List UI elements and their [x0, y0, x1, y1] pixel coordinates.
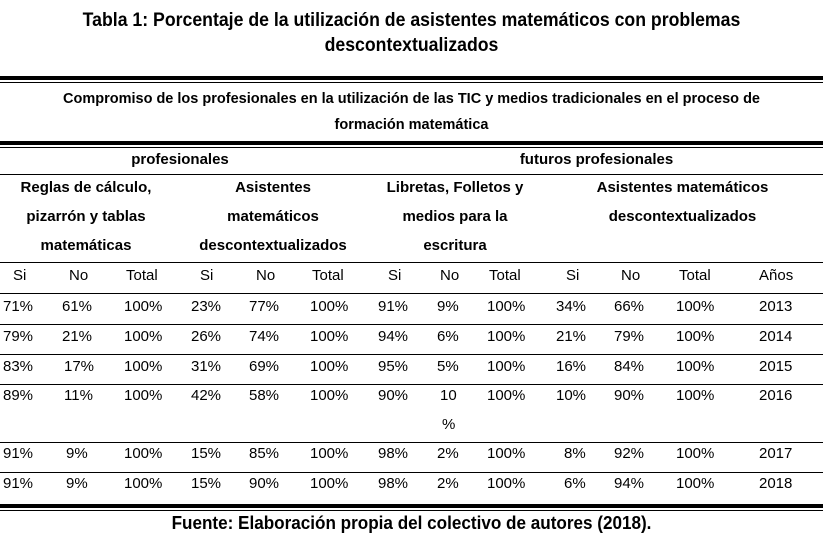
subgroup-header-line: matemáticos	[227, 208, 319, 225]
cell: 9%	[66, 475, 88, 492]
cell: 98%	[378, 475, 409, 492]
cell: 91%	[3, 475, 34, 492]
subgroup-header-line: Asistentes	[235, 179, 311, 196]
cell: 15%	[191, 475, 222, 492]
subgroup-header-libretas	[370, 173, 540, 260]
cell: 94%	[378, 328, 409, 345]
cell: 92%	[614, 445, 645, 462]
cell: 91%	[378, 298, 409, 315]
cell: 100%	[676, 328, 715, 345]
cell: 100%	[124, 298, 163, 315]
cell: 100%	[676, 358, 715, 375]
cell-year: 2013	[759, 298, 793, 315]
cell: 100%	[487, 298, 526, 315]
subgroup-header-asistentes-prof	[186, 173, 360, 260]
cell: 34%	[556, 298, 587, 315]
cell-year: 2015	[759, 358, 793, 375]
table-caption-line-2: formación matemática	[334, 117, 489, 133]
cell: 90%	[249, 475, 280, 492]
cell: 74%	[249, 328, 280, 345]
table-title	[29, 8, 794, 58]
cell: 100%	[124, 387, 163, 404]
cell: 100%	[487, 445, 526, 462]
top-rule-thick	[0, 76, 823, 80]
cell: 91%	[3, 445, 34, 462]
col-header-no: No	[69, 267, 89, 284]
table-caption-line-1: Compromiso de los profesionales en la utilización de las TIC y medios tradicionales en el proceso de	[63, 91, 760, 107]
cell: 79%	[614, 328, 645, 345]
subgroup-header-reglas	[0, 173, 172, 260]
cell: 2%	[437, 445, 459, 462]
cell: 100%	[310, 328, 349, 345]
cell: 42%	[191, 387, 222, 404]
cell: 95%	[378, 358, 409, 375]
cell: 85%	[249, 445, 280, 462]
source-note: Fuente: Elaboración propia del colectivo de autores (2018).	[171, 513, 652, 533]
cell-year: 2017	[759, 445, 793, 462]
col-header-total: Total	[679, 267, 711, 284]
cell: 23%	[191, 298, 222, 315]
cell-wrapped-line-2: %	[442, 416, 456, 433]
cell: 31%	[191, 358, 222, 375]
cell: 100%	[310, 298, 349, 315]
col-header-total: Total	[312, 267, 344, 284]
col-header-anos: Años	[759, 267, 794, 284]
cell: 71%	[3, 298, 34, 315]
table-title-line-1: Tabla 1: Porcentaje de la utilización de asistentes matemáticos con problemas	[82, 10, 741, 31]
cell: 100%	[310, 387, 349, 404]
cell: 79%	[3, 328, 34, 345]
cell: 84%	[614, 358, 645, 375]
cell: 69%	[249, 358, 280, 375]
cell: 9%	[66, 445, 88, 462]
cell: 100%	[310, 445, 349, 462]
group-header-futuros-profesionales: futuros profesionales	[519, 151, 674, 168]
col-header-total: Total	[126, 267, 158, 284]
cell: 15%	[191, 445, 222, 462]
cell: 100%	[124, 328, 163, 345]
cell: 83%	[3, 358, 34, 375]
col-header-si: Si	[13, 267, 27, 284]
subgroup-header-line: matemáticas	[40, 237, 132, 254]
subgroup-header-line: descontextualizados	[199, 237, 347, 254]
cell: 100%	[487, 358, 526, 375]
cell: 21%	[62, 328, 93, 345]
cell: 6%	[437, 328, 459, 345]
col-header-si: Si	[566, 267, 580, 284]
cell: 100%	[124, 475, 163, 492]
cell: 98%	[378, 445, 409, 462]
cell: 58%	[249, 387, 280, 404]
cell: 100%	[676, 387, 715, 404]
cell: 100%	[310, 358, 349, 375]
cell: 100%	[487, 387, 526, 404]
subgroup-header-line: escritura	[423, 237, 487, 254]
bottom-rule-thick	[0, 504, 823, 508]
col-header-no: No	[621, 267, 641, 284]
subgroup-header-asistentes-futuros	[560, 173, 805, 231]
cell: 66%	[614, 298, 645, 315]
cell: 8%	[564, 445, 586, 462]
cell: 21%	[556, 328, 587, 345]
table-title-line-2: descontextualizados	[324, 35, 499, 56]
cell: 100%	[124, 445, 163, 462]
cell: 26%	[191, 328, 222, 345]
cell: 11%	[64, 387, 93, 404]
cell: 2%	[437, 475, 459, 492]
cell: 10%	[556, 387, 587, 404]
col-header-no: No	[256, 267, 276, 284]
col-header-no: No	[440, 267, 460, 284]
cell-year: 2016	[759, 387, 793, 404]
cell-year: 2018	[759, 475, 793, 492]
cell: 77%	[249, 298, 280, 315]
col-header-total: Total	[489, 267, 521, 284]
subgroup-header-line: Libretas, Folletos y	[386, 179, 524, 196]
cell: 100%	[124, 358, 163, 375]
subgroup-header-line: descontextualizados	[608, 208, 757, 225]
col-header-si: Si	[388, 267, 402, 284]
cell-wrapped-line-1: 10	[440, 387, 457, 404]
cell: 100%	[676, 445, 715, 462]
cell: 61%	[62, 298, 93, 315]
cell: 5%	[437, 358, 459, 375]
cell: 100%	[676, 475, 715, 492]
subgroup-header-line: medios para la	[402, 208, 508, 225]
cell-year: 2014	[759, 328, 793, 345]
cell: 100%	[676, 298, 715, 315]
cell: 100%	[487, 475, 526, 492]
subgroup-header-line: Asistentes matemáticos	[596, 179, 769, 196]
cell: 6%	[564, 475, 586, 492]
top-rule-thin	[0, 82, 823, 83]
cell: 89%	[3, 387, 34, 404]
cell: 94%	[614, 475, 645, 492]
cell: 100%	[310, 475, 349, 492]
subgroup-header-line: Reglas de cálculo,	[20, 179, 152, 196]
cell: 100%	[487, 328, 526, 345]
cell: 17%	[64, 358, 95, 375]
cell: 9%	[437, 298, 459, 315]
col-header-si: Si	[200, 267, 214, 284]
group-header-profesionales: profesionales	[131, 151, 229, 168]
subgroup-header-line: pizarrón y tablas	[26, 208, 146, 225]
cell: 16%	[556, 358, 587, 375]
cell: 90%	[614, 387, 645, 404]
cell: 90%	[378, 387, 409, 404]
